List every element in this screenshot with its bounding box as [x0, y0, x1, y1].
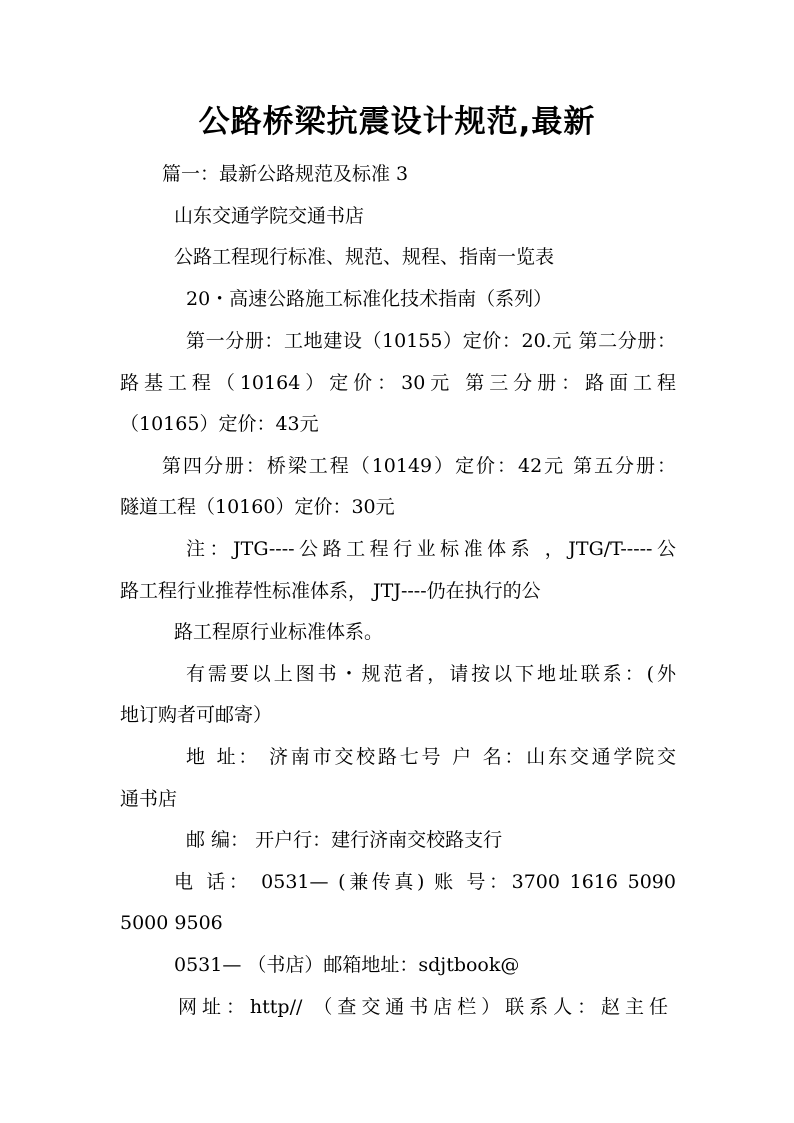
- text-line: 第一分册：工地建设（10155）定价：20.元 第二分册：: [186, 330, 676, 352]
- text-line: 公路工程现行标准、规范、规程、指南一览表: [174, 246, 555, 268]
- text-line: 隧道工程（10160）定价：30元: [120, 496, 395, 518]
- text-line: 通书店: [120, 788, 178, 810]
- text-line: 第四分册：桥梁工程（10149）定价：42元 第五分册：: [162, 455, 676, 477]
- text-line: 路工程行业推荐性标准体系， JTJ----仍在执行的公: [120, 580, 541, 602]
- text-line: 地 址： 济南市交校路七号 户 名：山东交通学院交: [186, 746, 676, 768]
- text-line: 邮 编： 开户行：建行济南交校路支行: [186, 829, 503, 851]
- text-line: 注：JTG----公路工程行业标准体系 ，JTG/T-----公: [186, 538, 676, 560]
- text-line: 有需要以上图书・规范者，请按以下地址联系：(外: [186, 663, 676, 685]
- text-line: 网址：http// （查交通书店栏）联系人：赵主任: [178, 996, 668, 1018]
- text-line: 篇一：最新公路规范及标准 3: [162, 163, 409, 185]
- text-line: 山东交通学院交通书店: [174, 205, 365, 227]
- text-line: 0531— （书店）邮箱地址：sdjtbook@: [174, 954, 520, 976]
- text-line: 5000 9506: [120, 912, 223, 934]
- document-title: 公路桥梁抗震设计规范,最新: [198, 104, 596, 140]
- text-line: 地订购者可邮寄）: [120, 704, 273, 726]
- text-line: （10165）定价：43元: [120, 413, 319, 435]
- text-line: 路基工程（10164）定价：30元 第三分册：路面工程: [120, 372, 676, 394]
- text-line: 20・高速公路施工标准化技术指南（系列）: [186, 288, 553, 310]
- text-line: 路工程原行业标准体系。: [174, 621, 384, 643]
- text-line: 电 话： 0531— (兼传真) 账 号：3700 1616 5090: [174, 871, 676, 893]
